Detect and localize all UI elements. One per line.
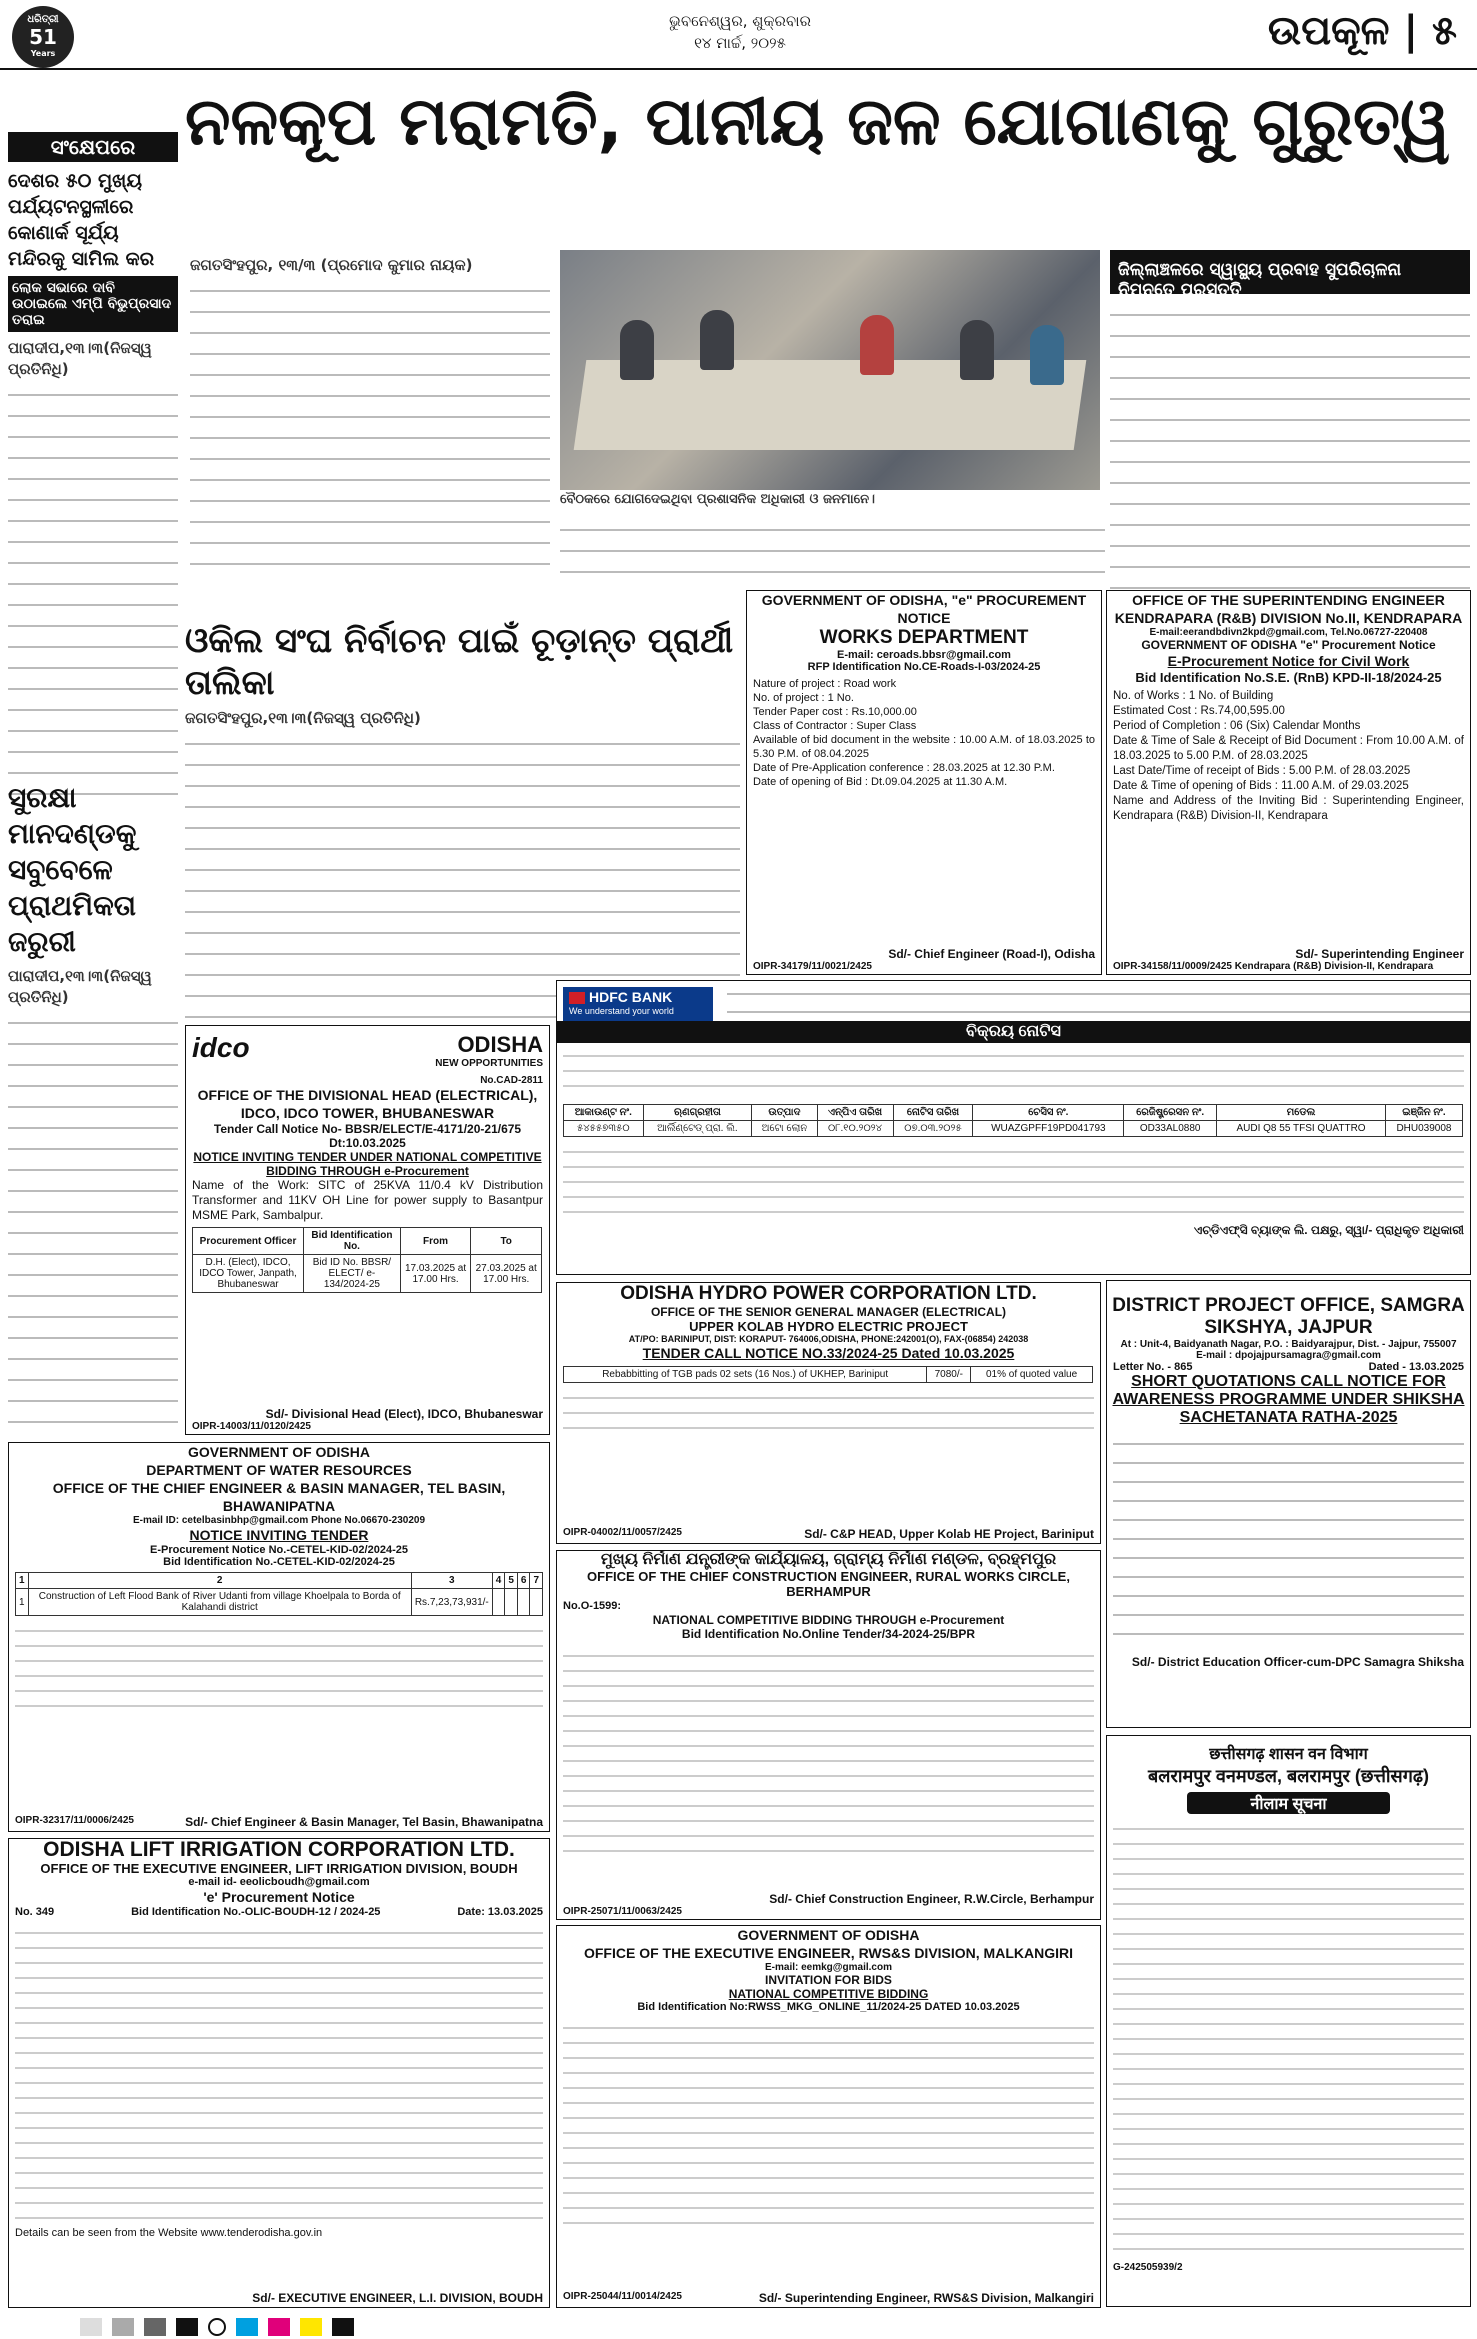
insight-box: ଜିଲ୍ଲାଞ୍ଚଳରେ ସ୍ୱାସ୍ଥ୍ୟ ପ୍ରବାହ ସୁପରିଚାଳନା ନିମନ୍ତେ ପ୍ରସ୍ତୁତି xyxy=(1110,250,1470,294)
hdfc-logo: HDFC BANK We understand your world xyxy=(563,987,713,1021)
section-title: ଉପକୂଳ | ୫ xyxy=(1267,8,1457,54)
notice-works-department: GOVERNMENT OF ODISHA, "e" PROCUREMENT NOTICE WORKS DEPARTMENT E-mail: ceroads.bbsr@gmail.com RFP Identification No.CE-Roads-I-03/2024-25 Nature of project : Road work No. of project : 1 No. Tender Paper cost : Rs.10,000.00 Class of Contractor : Super Class Available of bid document in the website : 10.00 A.M. of 18.03.2025 to 5.30 P.M. of 08.04.2025 Date of Pre-Application conference : 28.03.2025 at 12.30 P.M. Date of opening of Bid : Dt.09.04.2025 at 11.30 A.M. Sd/- Chief Engineer (Road-I), Odisha OIPR-34179/11/0021/2425 xyxy=(746,590,1102,975)
lead-story-continued xyxy=(560,515,1105,590)
lead-story-body xyxy=(190,276,550,576)
notice-hdfc: HDFC BANK We understand your world ବିକ୍ରୟ ନୋଟିସ ଆକାଉଣ୍ଟ ନଂ. ଋଣଗ୍ରହୀତା ଉତ୍ପାଦ ଏନ୍‌ପିଏ ତାରିଖ ନୋଟିସ ତାରିଖ ଚେସିସ ନଂ. ରେଜିଷ୍ଟ୍ରେସନ ନଂ. ମଡେଲ ଇଞ୍ଜିନ ନଂ. ୫୪୫୫୭୩୫୦ ଆର୍ଲିଣ୍ଟେଡ୍ ପ୍ରା. ଲି. ଅଟୋ ଲୋନ ୦୮.୧୦.୨୦୨୪ ୦୭.୦୩.୨୦୨୫ WUAZGPFF19PD041793 OD33AL0880 AUDI Q8 55 TFSI QUATTRO DHU039008 ଏଚ୍‌ଡିଏଫ୍‌ସି ବ୍ୟାଙ୍କ ଲି. ପକ୍ଷରୁ, ସ୍ୱା/- ପ୍ରାଧିକୃତ ଅଧିକାରୀ xyxy=(556,980,1471,1275)
brief-1-body xyxy=(8,380,178,800)
notice-rural-works: ମୁଖ୍ୟ ନିର୍ମାଣ ଯନ୍ତ୍ରୀଙ୍କ କାର୍ଯ୍ୟାଳୟ, ଗ୍ରାମ୍ୟ ନିର୍ମାଣ ମଣ୍ଡଳ, ବ୍ରହ୍ମପୁର OFFICE OF THE CHIEF CONSTRUCTION ENGINEER, RURAL WORKS CIRCLE, BERHAMPUR No.O-1599: NATIONAL COMPETITIVE BIDDING THROUGH e-Procurement Bid Identification No.Online Tender/34-2024-25/BPR Sd/- Chief Construction Engineer, R.W.Circle, Berhampur OIPR-25071/11/0063/2425 xyxy=(556,1550,1101,1920)
photo-caption: ବୈଠକରେ ଯୋଗଦେଇଥିବା ପ୍ରଶାସନିକ ଅଧିକାରୀ ଓ ଜନମାନେ। xyxy=(560,492,875,507)
masthead xyxy=(0,0,1477,70)
print-color-bar xyxy=(0,2315,1477,2339)
notice-idco: idco ODISHA NEW OPPORTUNITIES No.CAD-2811 OFFICE OF THE DIVISIONAL HEAD (ELECTRICAL), IDCO, IDCO TOWER, BHUBANESWAR Tender Call Notice No- BBSR/ELECT/E-4171/20-21/675 Dt:10.03.2025 NOTICE INVITING TENDER UNDER NATIONAL COMPETITIVE BIDDING THROUGH e-Procurement Name of the Work: SITC of 25KVA 11/0.4 kV Distribution Transformer and 11KV OH Line for power supply to Basantpur MSME Park, Sambalpur. Procurement Officer Bid Identification No. From To D.H. (Elect), IDCO, IDCO Tower, Janpath, Bhubaneswar Bid ID No. BBSR/ ELECT/ e-134/2024-25 17.03.2025 at 17.00 Hrs. 27.03.2025 at 17.00 Hrs. Sd/- Divisional Head (Elect), IDCO, Bhubaneswar OIPR-14003/11/0120/2425 xyxy=(185,1025,550,1435)
notice-water-resources: GOVERNMENT OF ODISHA DEPARTMENT OF WATER RESOURCES OFFICE OF THE CHIEF ENGINEER & BASIN MANAGER, TEL BASIN, BHAWANIPATNA E-mail ID: cetelbasinbhp@gmail.com Phone No.06670-230209 NOTICE INVITING TENDER E-Procurement Notice No.-CETEL-KID-02/2024-25 Bid Identification No.-CETEL-KID-02/2024-25 1 2 3 4 5 6 7 1 Construction of Left Flood Bank of River Udanti from village Khoelpala to Borda of Kalahandi district Rs.7,23,73,931/- OIPR-32317/11/0006/2425 Sd/- Chief Engineer & Basin Manager, Tel Basin, Bhawanipatna xyxy=(8,1442,550,1832)
lead-headline: ନଳକୂପ ମରାମତି, ପାନୀୟ ଜଳ ଯୋଗାଣକୁ ଗୁରୁତ୍ୱ xyxy=(185,83,1450,160)
hdfc-auction-table: ଆକାଉଣ୍ଟ ନଂ. ଋଣଗ୍ରହୀତା ଉତ୍ପାଦ ଏନ୍‌ପିଏ ତାରିଖ ନୋଟିସ ତାରିଖ ଚେସିସ ନଂ. ରେଜିଷ୍ଟ୍ରେସନ ନଂ. ମଡେଲ ଇଞ୍ଜିନ ନଂ. ୫୪୫୫୭୩୫୦ ଆର୍ଲିଣ୍ଟେଡ୍ ପ୍ରା. ଲି. ଅଟୋ ଲୋନ ୦୮.୧୦.୨୦୨୪ ୦୭.୦୩.୨୦୨୫ WUAZGPFF19PD041793 OD33AL0880 AUDI Q8 55 TFSI QUATTRO DHU039008 xyxy=(563,1104,1463,1137)
brief-2: ସୁରକ୍ଷା ମାନଦଣ୍ଡକୁ ସବୁବେଳେ ପ୍ରାଥମିକତା ଜରୁରୀ ପାରାଦୀପ,୧୩।୩(ନିଜସ୍ୱ ପ୍ରତିନିଧି) xyxy=(8,780,178,1548)
notice-samgra-sikshya: DISTRICT PROJECT OFFICE, SAMGRA SIKSHYA, JAJPUR At : Unit-4, Baidyanath Nagar, P.O. : Baidyarajpur, Dist. - Jajpur, 755007 E-mail : dpojajpursamagra@gmail.com Letter No. - 865 Dated - 13.03.2025 SHORT QUOTATIONS CALL NOTICE FOR AWARENESS PROGRAMME UNDER SHIKSHA SACHETANATA RATHA-2025 Sd/- District Education Officer-cum-DPC Samagra Shiksha xyxy=(1106,1280,1471,1728)
notice-kendrapara: OFFICE OF THE SUPERINTENDING ENGINEER KENDRAPARA (R&B) DIVISION No.II, KENDRAPARA E-mail:eerandbdivn2kpd@gmail.com, Tel.No.06727-220408 GOVERNMENT OF ODISHA "e" Procurement Notice E-Procurement Notice for Civil Work Bid Identification No.S.E. (RnB) KPD-II-18/2024-25 No. of Works : 1 No. of Building Estimated Cost : Rs.74,00,595.00 Period of Completion : 06 (Six) Calendar Months Date & Time of Sale & Receipt of Bid Document : From 10.00 A.M. of 18.03.2025 to 5.00 P.M. of 28.03.2025 Last Date/Time of receipt of Bids : 5.00 P.M. of 28.03.2025 Date & Time of opening of Bids : 11.00 A.M. of 29.03.2025 Name and Address of the Inviting Bid : Superintending Engineer, Kendrapara (R&B) Division-II, Kendrapara Sd/- Superintending Engineer OIPR-34158/11/0009/2425 Kendrapara (R&B) Division-II, Kendrapara xyxy=(1106,590,1471,975)
lead-photo xyxy=(560,250,1100,490)
notice-ohpc: ODISHA HYDRO POWER CORPORATION LTD. OFFICE OF THE SENIOR GENERAL MANAGER (ELECTRICAL) UPPER KOLAB HYDRO ELECTRIC PROJECT AT/PO: BARINIPUT, DIST: KORAPUT- 764006,ODISHA, PHONE:242001(O), FAX-(06854) 242038 TENDER CALL NOTICE NO.33/2024-25 Dated 10.03.2025 Rebabbitting of TGB pads 02 sets (16 Nos.) of UKHEP, Bariniput 7080/- 01% of quoted value OIPR-04002/11/0057/2425 Sd/- C&P HEAD, Upper Kolab HE Project, Bariniput xyxy=(556,1282,1101,1544)
lead-story: ଜଗତସିଂହପୁର, ୧୩/୩ (ପ୍ରମୋଦ କୁମାର ନାୟକ) xyxy=(190,255,550,576)
story-2: ଓକିଲ ସଂଘ ନିର୍ବାଚନ ପାଇଁ ଚୂଡ଼ାନ୍ତ ପ୍ରାର୍ଥୀ ତାଲିକା ଜଗତସିଂହପୁର,୧୩।୩(ନିଜସ୍ୱ ପ୍ରତିନିଧି) xyxy=(185,620,740,1029)
notice-rwss: GOVERNMENT OF ODISHA OFFICE OF THE EXECUTIVE ENGINEER, RWS&S DIVISION, MALKANGIRI E-mail: eemkg@gmail.com INVITATION FOR BIDS NATIONAL COMPETITIVE BIDDING Bid Identification No:RWSS_MKG_ONLINE_11/2024-25 DATED 10.03.2025 OIPR-25044/11/0014/2425 Sd/- Superintending Engineer, RWS&S Division, Malkangiri xyxy=(556,1925,1101,2308)
anniversary-badge: ଧରିତ୍ରୀ 51 Years xyxy=(12,6,74,68)
notice-chhattisgarh: छत्तीसगढ़ शासन वन विभाग बलरामपुर वनमण्डल, बलरामपुर (छत्तीसगढ़) नीलाम सूचना G-242505939/2 xyxy=(1106,1735,1471,2307)
brief-1: ଦେଶର ୫୦ ମୁଖ୍ୟ ପର୍ଯ୍ୟଟନସ୍ଥଳୀରେ କୋଣାର୍କ ସୂର୍ଯ୍ୟ ମନ୍ଦିରକୁ ସାମିଲ କର ଲୋକ ସଭାରେ ଦାବି ଉଠାଇଲେ ଏମ୍‌ପି ବିଭୁପ୍ରସାଦ ତରାଇ ପାରାଦୀପ,୧୩।୩(ନିଜସ୍ୱ ପ୍ରତିନିଧି) xyxy=(8,168,178,800)
dateline: ଭୁବନେଶ୍ୱର, ଶୁକ୍ରବାର ୧୪ ମାର୍ଚ୍ଚ, ୨୦୨୫ xyxy=(669,12,811,52)
notice-olic: ODISHA LIFT IRRIGATION CORPORATION LTD. OFFICE OF THE EXECUTIVE ENGINEER, LIFT IRRIGATION DIVISION, BOUDH e-mail id- eeolicboudh@gmail.com 'e' Procurement Notice No. 349 Bid Identification No.-OLIC-BOUDH-12 / 2024-25 Date: 13.03.2025 Details can be seen from the Website www.tenderodisha.gov.in Sd/- EXECUTIVE ENGINEER, L.I. DIVISION, BOUDH xyxy=(8,1838,550,2308)
insight-body xyxy=(1110,300,1470,590)
registration-mark-icon xyxy=(208,2318,226,2336)
briefs-tag: ସଂକ୍ଷେପରେ xyxy=(8,132,178,162)
